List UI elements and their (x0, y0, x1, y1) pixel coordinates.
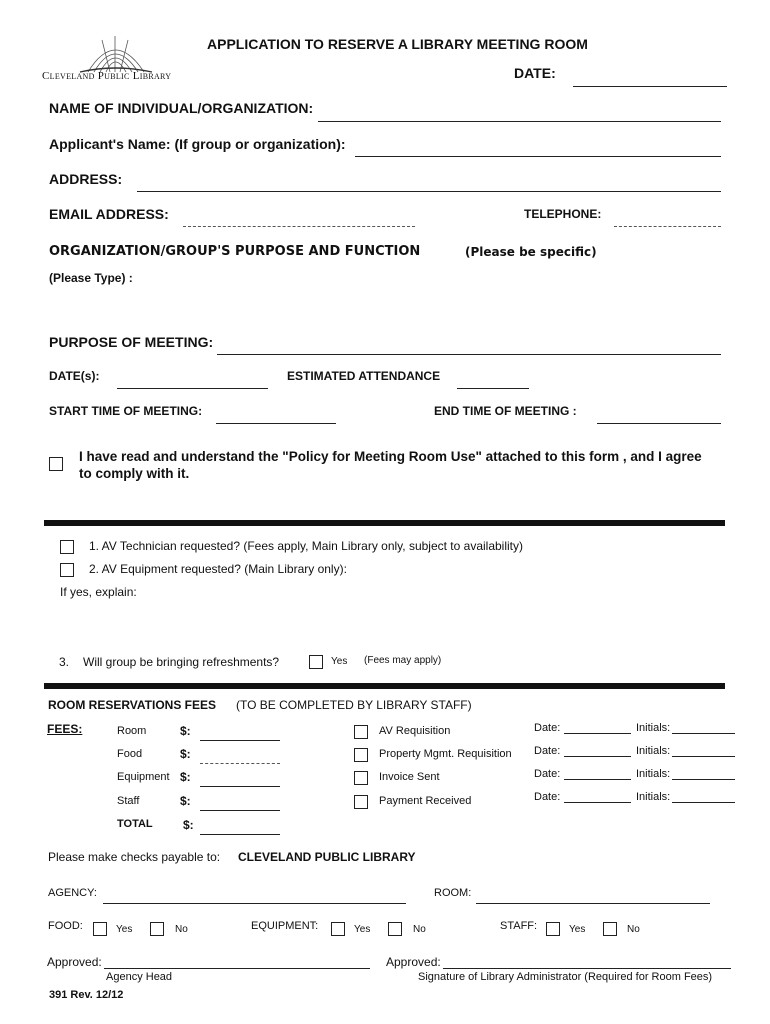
staff-yes-checkbox[interactable] (546, 922, 560, 936)
telephone-label: TELEPHONE: (524, 207, 602, 221)
library-logo-mark (40, 30, 190, 74)
av-requisition-checkbox[interactable] (354, 725, 368, 739)
fees-divider (44, 683, 725, 689)
invoice-sent-checkbox[interactable] (354, 771, 368, 785)
room-field[interactable] (476, 903, 710, 904)
food-label: FOOD: (48, 920, 83, 932)
purpose-heading: ORGANIZATION/GROUP'S PURPOSE AND FUNCTION (49, 244, 421, 259)
av-requisition-initials-label: Initials: (636, 722, 671, 734)
fee-dollar-food: $: (180, 747, 191, 761)
fee-room-field[interactable] (200, 740, 280, 741)
applicant-name-label: Applicant's Name: (If group or organization): (49, 136, 346, 152)
date-label: DATE: (514, 65, 556, 81)
start-time-field[interactable] (216, 423, 336, 424)
agency-label: AGENCY: (48, 887, 97, 899)
property-mgmt-initials-field[interactable] (672, 756, 735, 757)
attendance-field[interactable] (457, 388, 529, 389)
agree-text-line2: to comply with it. (79, 466, 190, 481)
payment-received-date-field[interactable] (564, 802, 631, 803)
equipment-no-checkbox[interactable] (388, 922, 402, 936)
agency-head-caption: Agency Head (106, 971, 173, 983)
name-org-label: NAME OF INDIVIDUAL/ORGANIZATION: (49, 100, 314, 116)
food-yes-checkbox[interactable] (93, 922, 107, 936)
fee-dollar-equipment: $: (180, 770, 191, 784)
staff-no-checkbox[interactable] (603, 922, 617, 936)
logo-text: Cleveland Public Library (42, 70, 172, 82)
library-logo (40, 30, 190, 86)
fee-equipment-field[interactable] (200, 786, 280, 787)
fee-total-field[interactable] (200, 834, 280, 835)
av-equipment-question: 2. AV Equipment requested? (Main Library only): (89, 562, 347, 576)
av-requisition-date-label: Date: (534, 722, 561, 734)
fee-item-room: Room (117, 725, 147, 737)
av-explain-label: If yes, explain: (60, 585, 137, 599)
agency-field[interactable] (103, 903, 406, 904)
address-label: ADDRESS: (49, 171, 123, 187)
invoice-sent-date-field[interactable] (564, 779, 631, 780)
admin-approved-field[interactable] (443, 968, 731, 969)
email-field[interactable] (183, 226, 415, 227)
av-requisition-date-field[interactable] (564, 733, 631, 734)
fee-dollar-room: $: (180, 724, 191, 738)
address-field[interactable] (137, 191, 721, 192)
food-no-label: No (175, 924, 188, 935)
fee-item-food: Food (117, 748, 143, 760)
property-mgmt-initials-label: Initials: (636, 745, 671, 757)
refreshments-note: (Fees may apply) (364, 655, 442, 666)
form-title: APPLICATION TO RESERVE A LIBRARY MEETING ROOM (207, 36, 588, 52)
property-mgmt-label: Property Mgmt. Requisition (379, 748, 512, 760)
applicant-name-field[interactable] (355, 156, 721, 157)
invoice-sent-initials-label: Initials: (636, 768, 671, 780)
meeting-purpose-label: PURPOSE OF MEETING: (49, 334, 214, 350)
purpose-heading-note: (Please be specific) (465, 245, 597, 259)
av-requisition-label: AV Requisition (379, 725, 451, 737)
start-time-label: START TIME OF MEETING: (49, 404, 203, 418)
payment-received-label: Payment Received (379, 795, 472, 807)
meeting-purpose-field[interactable] (217, 354, 721, 355)
end-time-field[interactable] (597, 423, 721, 424)
attendance-label: ESTIMATED ATTENDANCE (287, 369, 441, 383)
fees-label: FEES: (47, 722, 83, 736)
food-yes-label: Yes (116, 924, 133, 935)
checks-payable-label: Please make checks payable to: (48, 850, 221, 864)
refreshments-number: 3. (59, 655, 70, 669)
name-org-field[interactable] (318, 121, 721, 122)
staff-label: STAFF: (500, 920, 538, 932)
av-requisition-initials-field[interactable] (672, 733, 735, 734)
av-equipment-checkbox[interactable] (60, 563, 74, 577)
refreshments-yes-checkbox[interactable] (309, 655, 323, 669)
refreshments-question: Will group be bringing refreshments? (83, 655, 280, 669)
invoice-sent-date-label: Date: (534, 768, 561, 780)
checks-payee: CLEVELAND PUBLIC LIBRARY (238, 850, 416, 864)
equipment-yes-checkbox[interactable] (331, 922, 345, 936)
dates-label: DATE(s): (49, 369, 100, 383)
agree-checkbox[interactable] (49, 457, 63, 471)
agency-approved-label: Approved: (47, 955, 102, 969)
payment-received-date-label: Date: (534, 791, 561, 803)
payment-received-initials-label: Initials: (636, 791, 671, 803)
av-technician-checkbox[interactable] (60, 540, 74, 554)
invoice-sent-initials-field[interactable] (672, 779, 735, 780)
fee-dollar-staff: $: (180, 794, 191, 808)
fees-heading-note: (TO BE COMPLETED BY LIBRARY STAFF) (236, 698, 472, 712)
agree-text-line1: I have read and understand the "Policy for Meeting Room Use" attached to this form , and I agree (79, 449, 702, 464)
fee-item-staff: Staff (117, 795, 140, 807)
telephone-field[interactable] (614, 226, 721, 227)
dates-field[interactable] (117, 388, 268, 389)
end-time-label: END TIME OF MEETING : (434, 404, 577, 418)
agency-approved-field[interactable] (104, 968, 370, 969)
section-divider (44, 520, 725, 526)
invoice-sent-label: Invoice Sent (379, 771, 440, 783)
property-mgmt-date-field[interactable] (564, 756, 631, 757)
food-no-checkbox[interactable] (150, 922, 164, 936)
staff-no-label: No (627, 924, 640, 935)
property-mgmt-date-label: Date: (534, 745, 561, 757)
refreshments-yes-label: Yes (331, 656, 348, 667)
staff-yes-label: Yes (569, 924, 586, 935)
fee-dollar-total: $: (183, 818, 194, 832)
please-type-label: (Please Type) : (49, 271, 133, 285)
equipment-no-label: No (413, 924, 426, 935)
date-field[interactable] (573, 86, 727, 87)
form-number: 391 Rev. 12/12 (49, 989, 124, 1001)
fee-total-label: TOTAL (117, 818, 153, 830)
payment-received-initials-field[interactable] (672, 802, 735, 803)
fee-staff-field[interactable] (200, 810, 280, 811)
email-label: EMAIL ADDRESS: (49, 206, 169, 222)
fees-heading: ROOM RESERVATIONS FEES (48, 698, 217, 712)
admin-approved-label: Approved: (386, 955, 441, 969)
payment-received-checkbox[interactable] (354, 795, 368, 809)
admin-signature-caption: Signature of Library Administrator (Required for Room Fees) (418, 971, 713, 983)
equipment-yes-label: Yes (354, 924, 371, 935)
equipment-label: EQUIPMENT: (251, 920, 319, 932)
fee-food-field[interactable] (200, 763, 280, 764)
room-label: ROOM: (434, 887, 472, 899)
av-technician-question: 1. AV Technician requested? (Fees apply, Main Library only, subject to availability) (89, 539, 524, 553)
fee-item-equipment: Equipment (117, 771, 170, 783)
property-mgmt-checkbox[interactable] (354, 748, 368, 762)
